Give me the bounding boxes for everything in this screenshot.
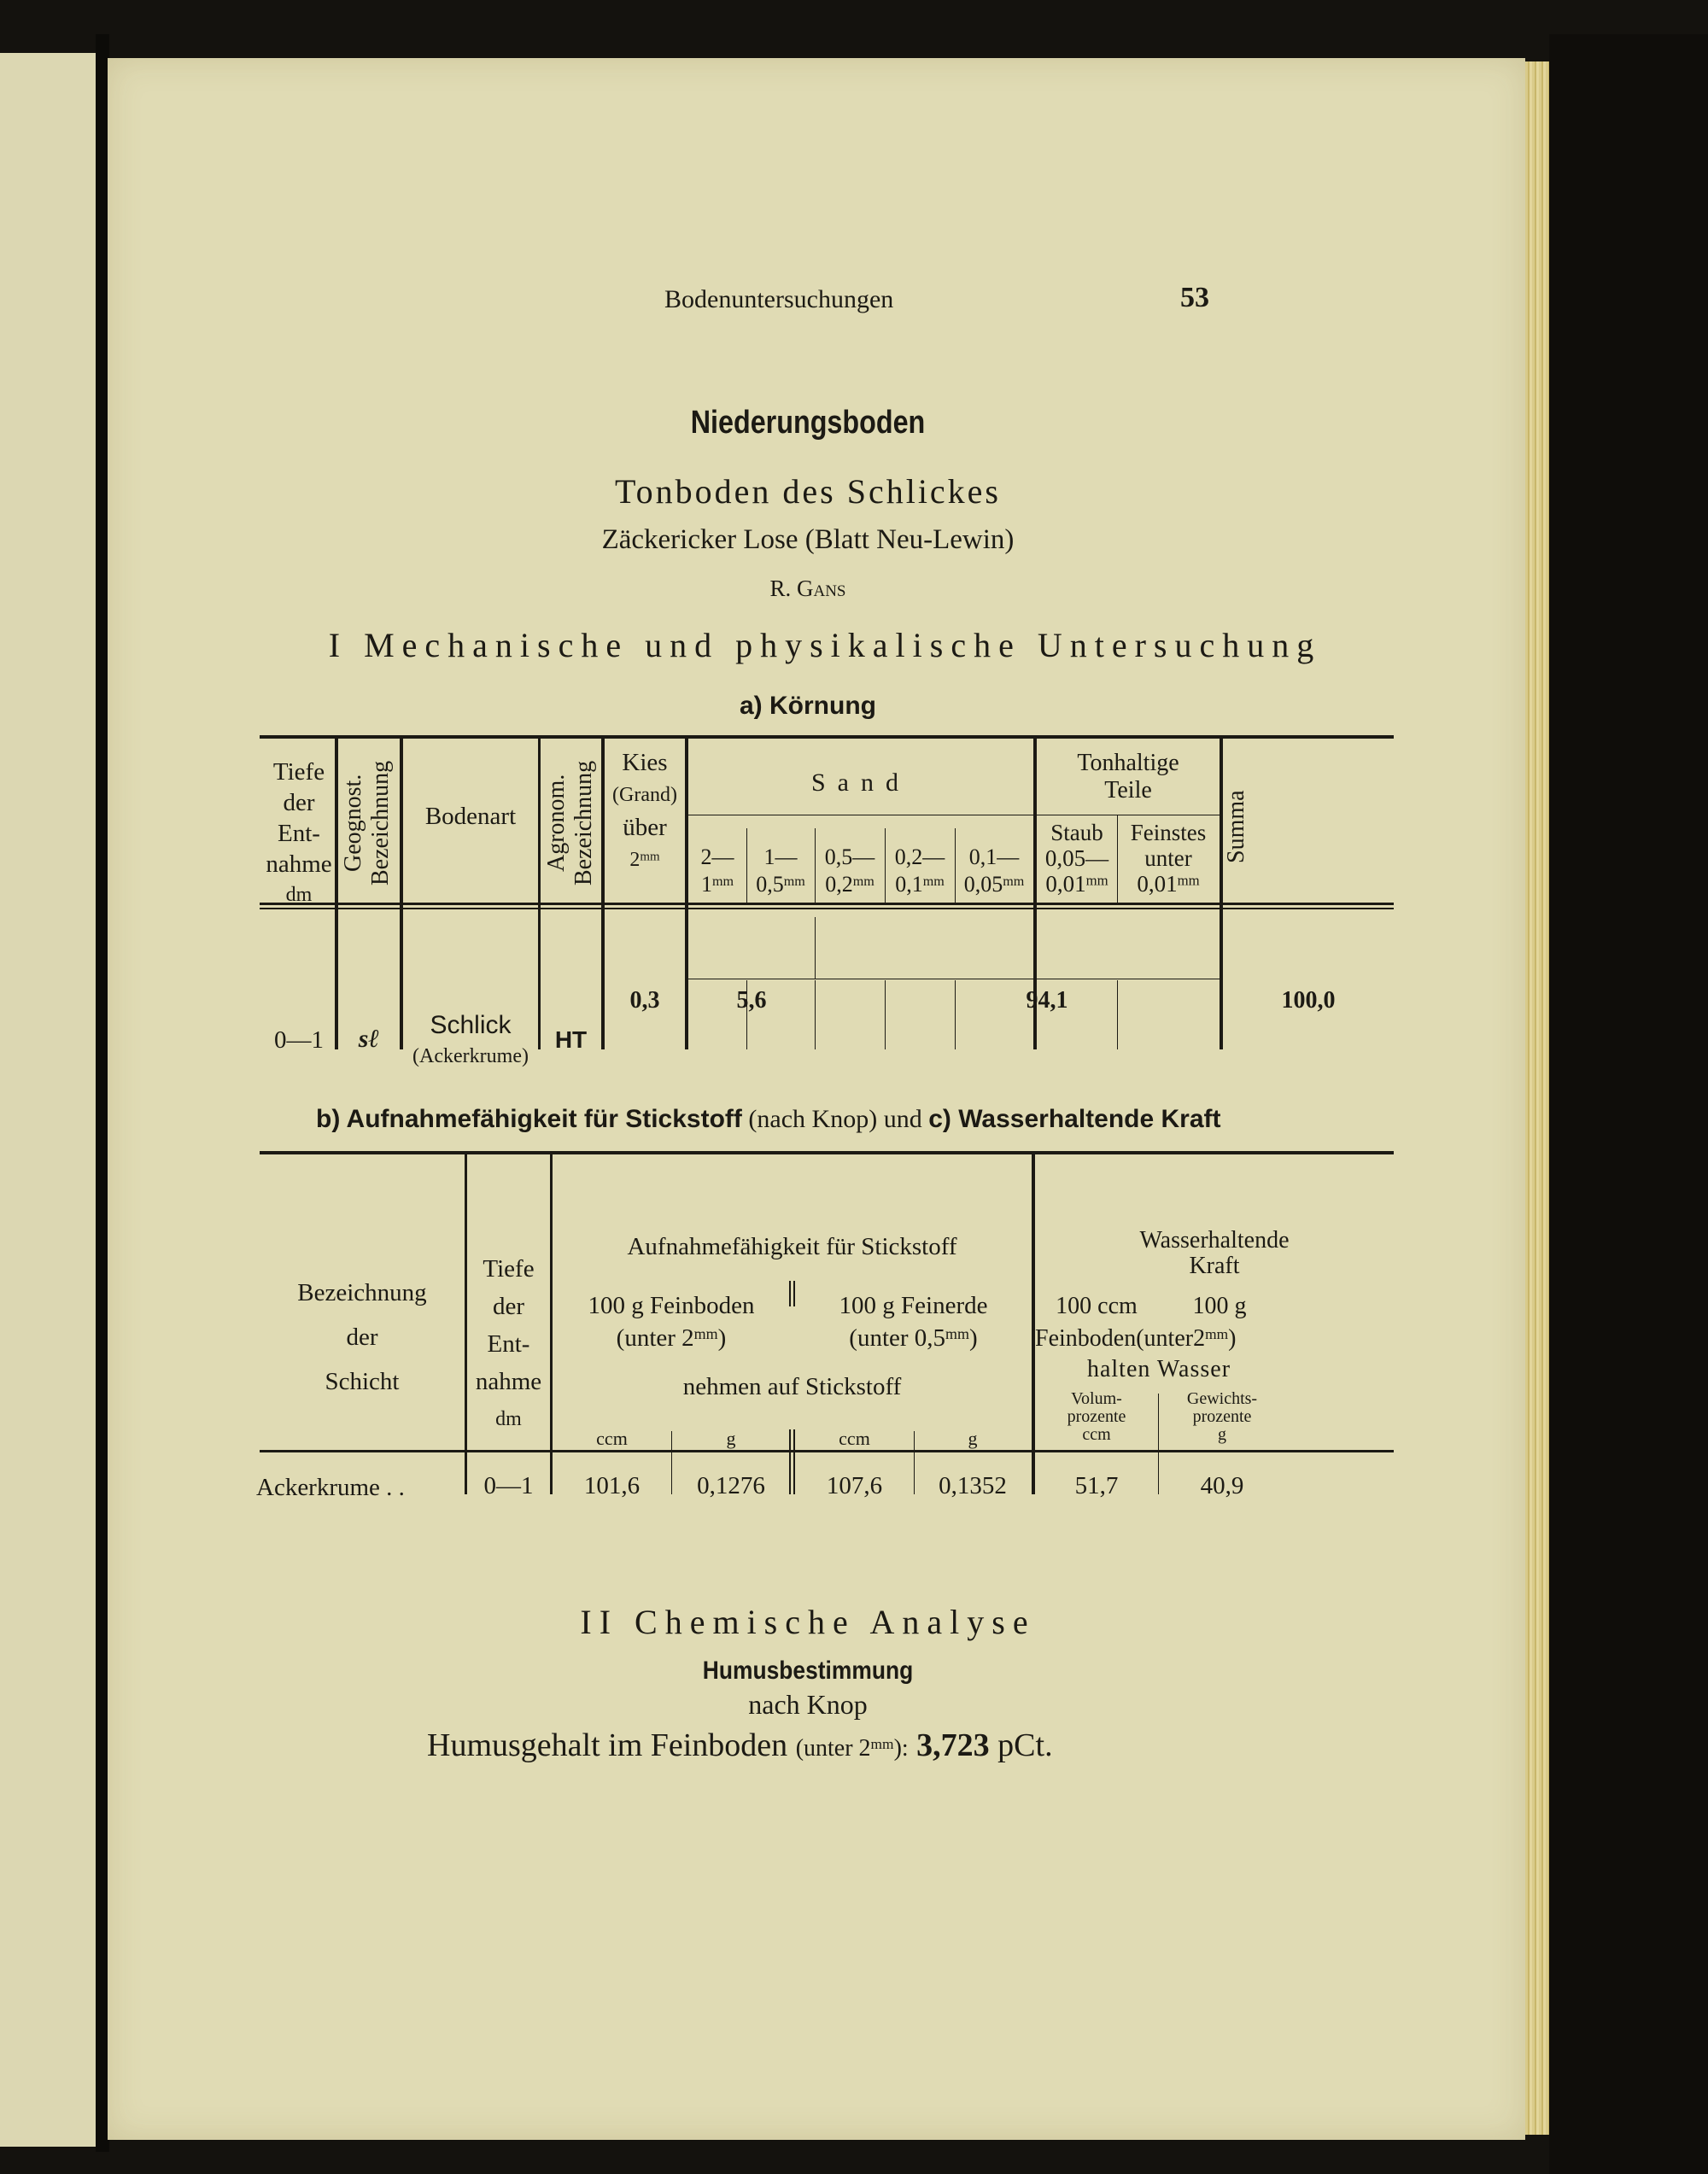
cell-bodenart-note: (Ackerkrume) — [412, 1045, 529, 1067]
header-wasser-g: 100 g — [1192, 1293, 1247, 1319]
book-page — [108, 58, 1525, 2140]
header-kies: Kies (Grand) über $2^{mm}$ — [612, 749, 677, 871]
cell-agronom: HT — [554, 1026, 588, 1053]
cell-feinboden-g: 0,1276 — [697, 1472, 765, 1499]
cell-kies: 0,3 — [629, 987, 660, 1014]
header-staub: Staub 0,05— $0,01^{mm}$ — [1044, 820, 1109, 897]
cell-volum: 51,7 — [1074, 1472, 1119, 1499]
header-unit-1: ccm — [596, 1428, 628, 1449]
humus-result — [427, 1727, 1053, 1764]
header-feinboden: 100 g Feinboden (unter $2^{mm}$) — [588, 1292, 755, 1352]
facing-page-edge — [0, 53, 101, 2147]
running-head: Bodenuntersuchungen — [664, 285, 894, 313]
header-depth-b: Tiefe der Ent- nahme dm — [475, 1255, 542, 1430]
cell-depth: 0—1 — [274, 1026, 324, 1054]
humus-title: Humusbestimmung — [702, 1657, 914, 1685]
header-sand-col-3: 0,5— $0,2^{mm}$ — [824, 844, 875, 897]
humus-method: nach Knop — [748, 1689, 868, 1720]
part1-title: I Mechanische und physikalische Untersuchung — [328, 626, 1322, 664]
sub-bc-title — [316, 1105, 1221, 1134]
header-geognost: Geognost. Bezeichnung — [340, 760, 394, 886]
sub-b-label: b) Aufnahmefähigkeit für Stickstoff — [316, 1105, 742, 1133]
cell-tonhaltige: 94,1 — [1026, 987, 1068, 1014]
humus-value: 3,723 — [916, 1727, 990, 1763]
section-title: Niederungsboden — [690, 405, 926, 441]
header-summa: Summa — [1223, 790, 1249, 863]
header-unit-2: g — [726, 1428, 736, 1449]
cell-feinerde-g: 0,1352 — [939, 1472, 1007, 1499]
header-wasser: Wasserhaltende Kraft — [1139, 1227, 1290, 1279]
humus-line-paren: (unter $2^{mm}$): — [795, 1735, 909, 1762]
header-tonhaltige: Tonhaltige Teile — [1077, 750, 1179, 804]
header-sand: Sand — [811, 768, 910, 797]
header-feinerde: 100 g Feinerde (unter $0,5^{mm}$) — [839, 1292, 988, 1352]
header-bodenart: Bodenart — [424, 803, 517, 830]
part2-title: II Chemische Analyse — [580, 1603, 1036, 1641]
location: Zäckericker Lose (Blatt Neu-Lewin) — [601, 524, 1015, 555]
header-sand-col-2: 1— $0,5^{mm}$ — [756, 844, 805, 897]
sub-c-label: c) Wasserhaltende Kraft — [928, 1105, 1221, 1133]
cell-feinerde-ccm: 107,6 — [826, 1472, 883, 1499]
header-nehmen: nehmen auf Stickstoff — [682, 1373, 902, 1400]
header-sand-col-1: 2— $1^{mm}$ — [700, 844, 734, 897]
header-unit-3: ccm — [839, 1428, 870, 1449]
cell-depth-b: 0—1 — [483, 1472, 534, 1499]
cell-geognost: sℓ — [358, 1025, 380, 1053]
cell-schicht: Ackerkrume . . — [256, 1474, 405, 1501]
cell-sand: 5,6 — [736, 987, 767, 1014]
header-agronom: Agronom. Bezeichnung — [543, 760, 597, 886]
humus-line-pre: Humusgehalt im Feinboden — [427, 1727, 788, 1763]
page-number: 53 — [1180, 282, 1209, 313]
book-cover-edge — [1549, 34, 1708, 2174]
header-aufnahme: Aufnahmefähigkeit für Stickstoff — [627, 1233, 957, 1260]
cell-feinboden-ccm: 101,6 — [583, 1472, 640, 1499]
cell-summa: 100,0 — [1281, 987, 1336, 1014]
header-gewicht: Gewichts- prozente g — [1186, 1389, 1258, 1444]
header-wasser-feinboden: $Feinboden(unter2^{mm})$ — [1035, 1325, 1237, 1352]
author: R. Gans — [769, 576, 846, 601]
header-schicht: Bezeichnung der Schicht — [297, 1279, 427, 1395]
header-sand-col-5: 0,1— $0,05^{mm}$ — [963, 844, 1025, 897]
sub-a-title: a) Körnung — [740, 692, 876, 720]
header-unit-4: g — [968, 1428, 978, 1449]
header-sand-col-4: 0,2— $0,1^{mm}$ — [894, 844, 945, 897]
header-feinstes: Feinstes unter $0,01^{mm}$ — [1130, 820, 1207, 897]
soil-name: Tonboden des Schlickes — [614, 472, 1001, 511]
header-volum: Volum- prozente ccm — [1067, 1389, 1126, 1444]
sub-und: und — [883, 1105, 922, 1133]
cell-gewicht: 40,9 — [1200, 1472, 1244, 1499]
humus-unit: pCt. — [997, 1727, 1053, 1763]
cell-bodenart: Schlick — [430, 1011, 512, 1039]
header-wasser-halten: halten Wasser — [1086, 1356, 1231, 1382]
sub-b-note: (nach Knop) — [748, 1105, 878, 1133]
header-wasser-ccm: 100 ccm — [1056, 1293, 1138, 1319]
header-depth: Tiefe der Ent- nahme dm — [266, 758, 332, 906]
